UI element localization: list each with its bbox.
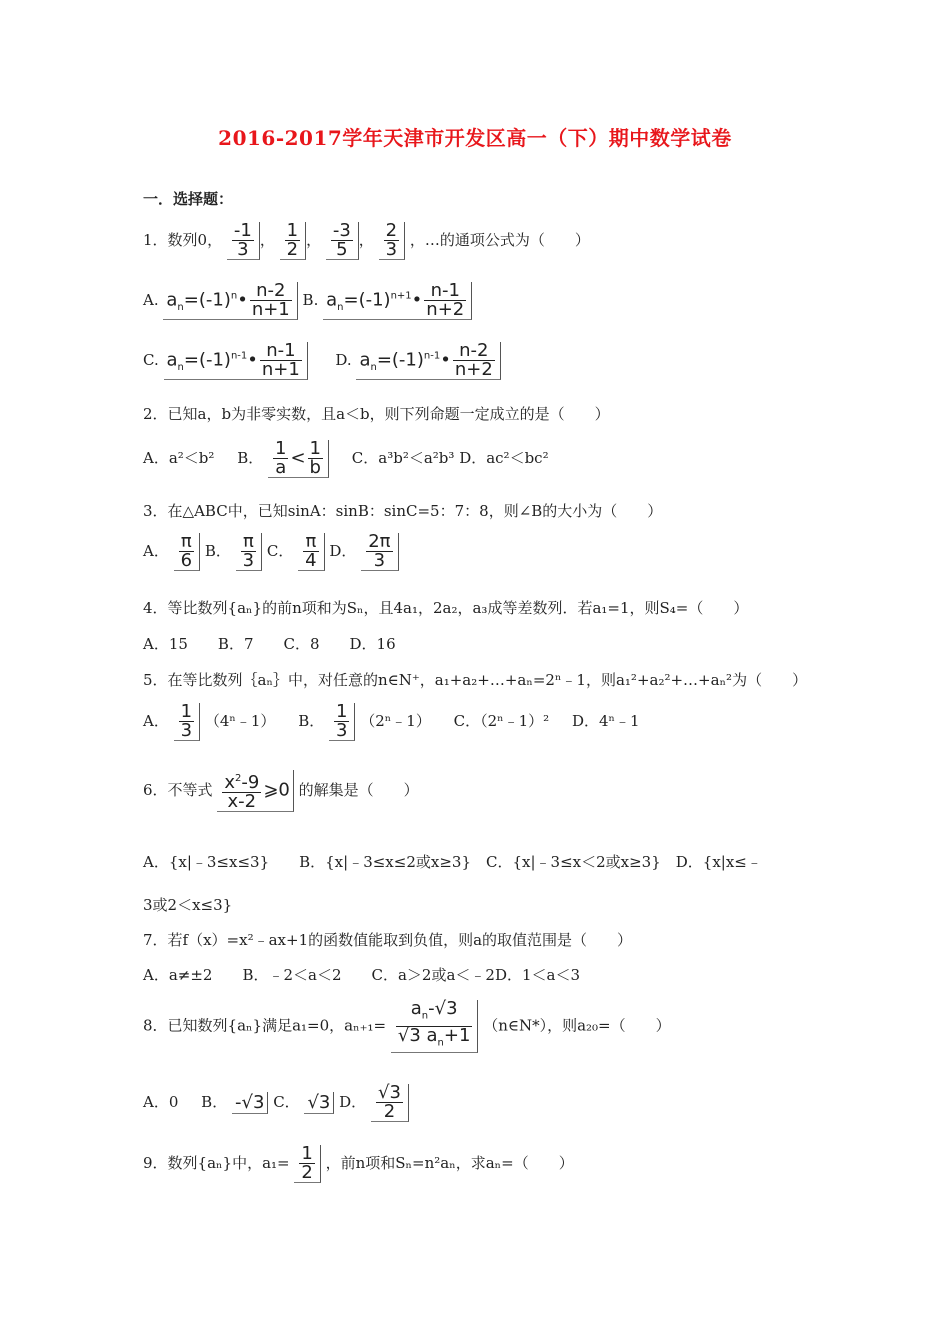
formula-image: $\frac{a_n-√3}{√3 a_n+1}$ <box>391 1000 479 1053</box>
formula-image: $a_n=(-1)^{n-1}•$ $\frac{n-1}{n+1}$ <box>164 342 308 380</box>
question-1-options-ab <box>143 282 472 320</box>
question-6-options-cont: 3或2＜x≤3} <box>143 896 233 914</box>
formula-image: $\frac{1}{a}$ < $\frac{1}{b}$ <box>268 440 329 478</box>
option-label: D． <box>339 1093 367 1111</box>
question-2-options <box>143 440 549 478</box>
q9-text-end: ，前n项和Sₙ=n²aₙ，求aₙ=（ ） <box>325 1154 574 1172</box>
question-7: 7．若f（x）=x²﹣ax+1的函数值能取到负值，则a的取值范围是（ ） <box>143 931 633 949</box>
fraction-image: $\frac{2}{3}$ <box>379 222 405 260</box>
question-2: 2．已知a，b为非零实数，且a＜b，则下列命题一定成立的是（ ） <box>143 405 610 423</box>
question-5-options <box>143 703 640 741</box>
question-7-options: A．a≠±2 B．﹣2＜a＜2 C．a＞2或a＜﹣2D．1＜a＜3 <box>143 966 581 984</box>
option-label: B． <box>201 1093 228 1111</box>
option-a: A．a²＜b² <box>143 449 215 467</box>
fraction-image: $\frac{-1}{3}$ <box>227 222 260 260</box>
formula-image: $\frac{2\pi}{3}$ <box>361 533 398 571</box>
option-b-text: （2ⁿ﹣1） <box>360 712 431 730</box>
q8-text: 8．已知数列{aₙ}满足a₁=0，aₙ₊₁= <box>143 1016 387 1035</box>
option-label: D. <box>335 351 352 369</box>
formula-image: $\frac{1}{3}$ <box>329 703 355 741</box>
formula-image: $\frac{x^2-9}{x-2}$ ⩾0 <box>217 770 294 812</box>
question-5: 5．在等比数列｛aₙ｝中，对任意的n∈N⁺，a₁+a₂+…+aₙ=2ⁿ﹣1，则a₁²+a₂²+…+aₙ²为（ ） <box>143 671 808 689</box>
q8-text-end: （n∈N*），则a₂₀=（ ） <box>483 1016 671 1035</box>
formula-image: $a_n=(-1)^{n-1}•$ $\frac{n-2}{n+2}$ <box>356 342 500 380</box>
question-8 <box>143 1000 671 1053</box>
formula-image: $a_n=(-1)^n•$ $\frac{n-2}{n+1}$ <box>163 282 297 320</box>
page-title: 2016-2017学年天津市开发区高一（下）期中数学试卷 <box>218 126 732 150</box>
option-label: B． <box>298 712 325 730</box>
formula-image: $\frac{1}{2}$ <box>294 1145 320 1183</box>
question-3-options <box>143 533 399 571</box>
fraction-image: $\frac{-3}{5}$ <box>326 222 359 260</box>
option-label: D． <box>329 542 357 560</box>
question-1: 1．数列0， $\frac{-1}{3}$ ， $\frac{1}{2}$ ， $\frac{-3}{5}$ ， $\frac{2}{3}$ ，…的通项公式为（ ） <box>143 220 590 260</box>
q6-text-end: 的解集是（ ） <box>298 781 419 799</box>
option-d: D．ac²＜bc² <box>459 449 549 467</box>
option-label: C． <box>266 542 294 560</box>
formula-image: $\frac{√3}{2}$ <box>371 1084 409 1122</box>
option-label: C． <box>273 1093 300 1111</box>
q1-text-end: ，…的通项公式为（ ） <box>409 231 590 249</box>
option-a-text: （4ⁿ﹣1） <box>204 712 276 730</box>
question-6-options: A．{x|﹣3≤x≤3} B．{x|﹣3≤x≤2或x≥3} C．{x|﹣3≤x＜2或x≥3} D．{x|x≤﹣ <box>143 853 762 871</box>
fraction-image: $\frac{1}{2}$ <box>280 222 306 260</box>
option-label: A． <box>143 542 169 560</box>
question-8-options <box>143 1084 409 1122</box>
question-4-options: A．15 B．7 C．8 D．16 <box>143 635 396 653</box>
section-heading: 一．选择题： <box>143 190 234 208</box>
question-1-options-cd <box>143 342 501 380</box>
q1-text: 1．数列0， <box>143 231 223 249</box>
formula-image: $\frac{1}{3}$ <box>174 703 200 741</box>
question-4: 4．等比数列{aₙ}的前n项和为Sₙ，且4a₁，2a₂，a₃成等差数列．若a₁=1，则S₄=（ ） <box>143 599 749 617</box>
formula-image: $a_n=(-1)^{n+1}•$ $\frac{n-1}{n+2}$ <box>323 282 472 320</box>
option-b: B． <box>237 449 264 467</box>
option-label: A. <box>143 291 159 309</box>
formula-image: √3 <box>304 1092 334 1114</box>
option-label: B． <box>204 542 231 560</box>
formula-image: $\frac{\pi}{4}$ <box>298 533 324 571</box>
option-a: A．0 <box>143 1093 179 1111</box>
formula-image: -√3 <box>232 1092 268 1114</box>
option-c: C．（2ⁿ﹣1）² <box>453 712 550 730</box>
option-label: C. <box>143 351 159 369</box>
q9-text: 9．数列{aₙ}中，a₁= <box>143 1154 290 1172</box>
formula-image: $\frac{\pi}{3}$ <box>236 533 262 571</box>
q6-text: 6．不等式 <box>143 781 213 799</box>
question-3: 3．在△ABC中，已知sinA：sinB：sinC=5：7：8，则∠B的大小为（ ） <box>143 502 663 520</box>
option-label: B. <box>302 291 319 309</box>
question-9 <box>143 1145 574 1183</box>
option-d: D．4ⁿ﹣1 <box>571 712 640 730</box>
option-c: C．a³b²＜a²b³ <box>351 449 455 467</box>
option-label: A． <box>143 712 169 730</box>
formula-image: $\frac{\pi}{6}$ <box>174 533 200 571</box>
question-6 <box>143 770 419 812</box>
